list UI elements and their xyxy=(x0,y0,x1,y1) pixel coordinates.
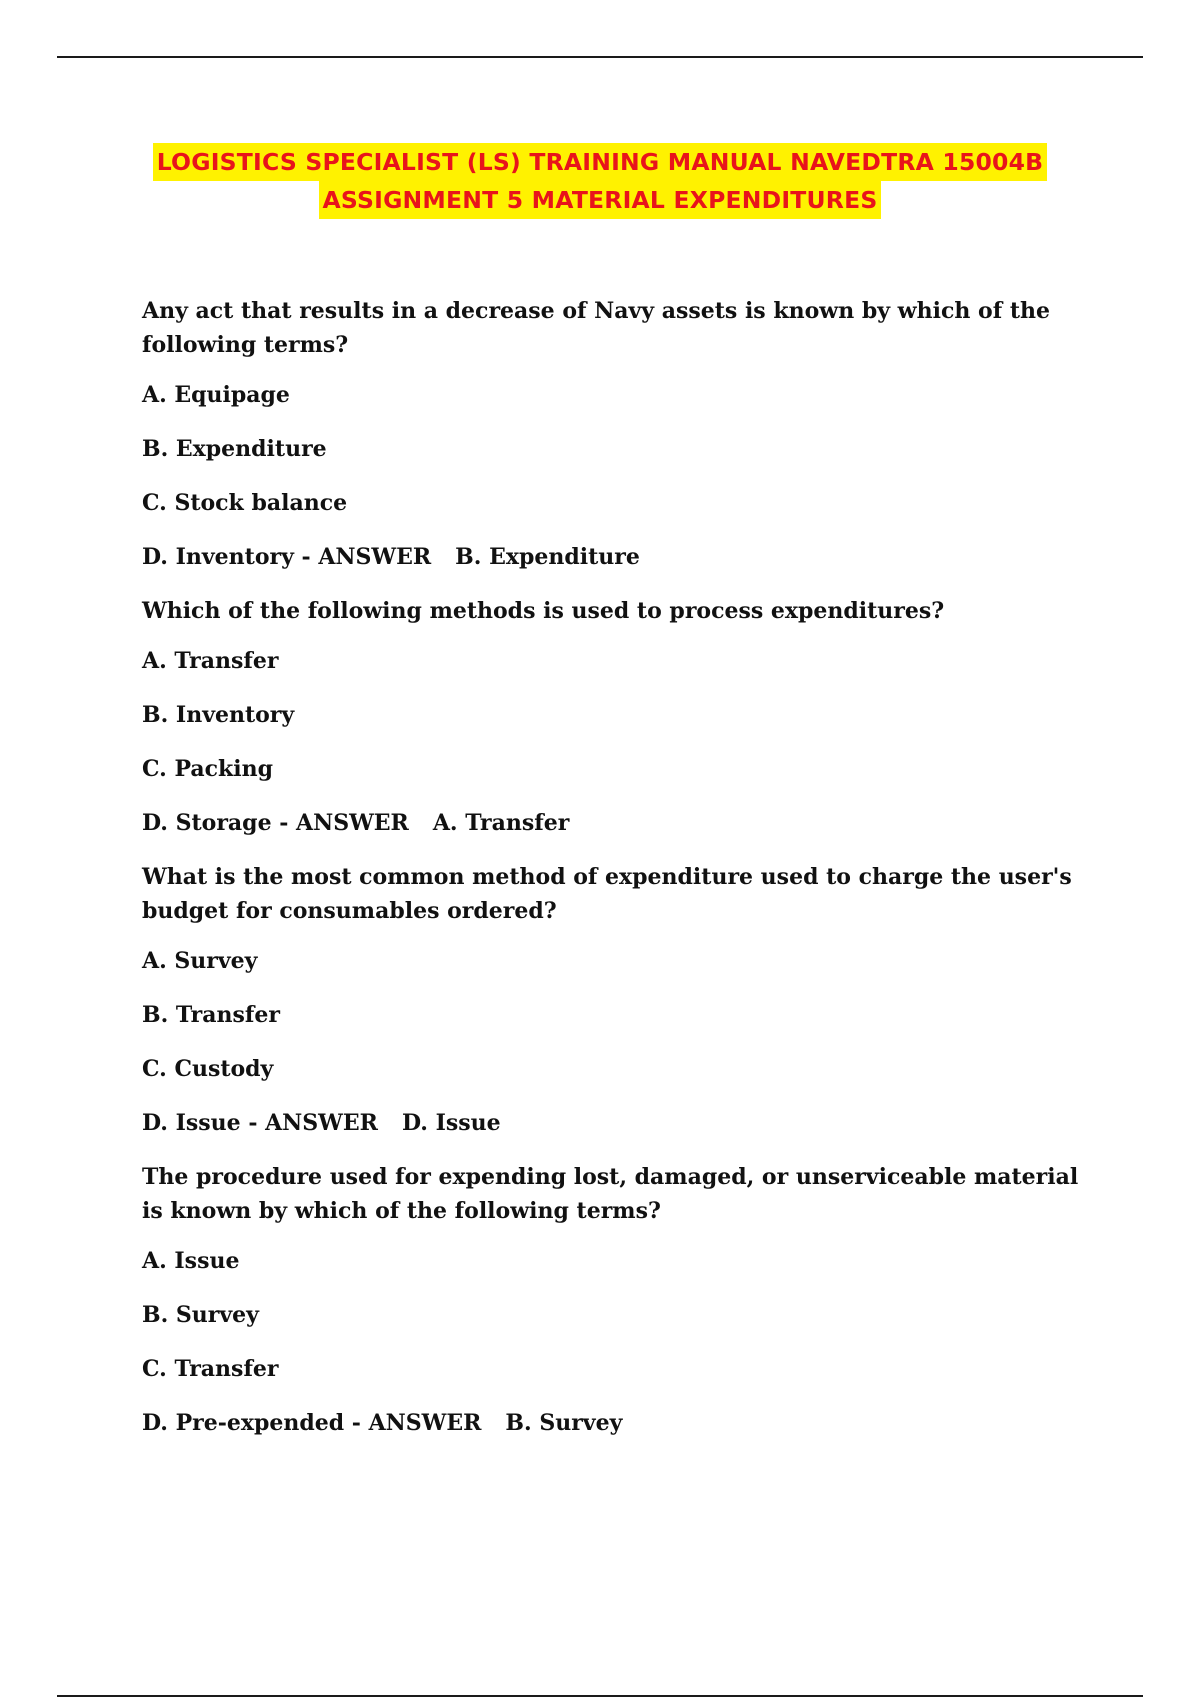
option-b: B. Expenditure xyxy=(142,436,327,462)
answer-text: A. Transfer xyxy=(432,810,570,836)
question-text: Which of the following methods is used to process expenditures? xyxy=(142,598,945,624)
footer-rule xyxy=(57,1695,1143,1697)
question-block xyxy=(142,1160,1092,1440)
option-a: A. Equipage xyxy=(142,382,290,408)
answer-text: B. Expenditure xyxy=(455,544,640,570)
question-block xyxy=(142,594,1092,840)
option-a: A. Issue xyxy=(142,1248,240,1274)
option-d-with-answer xyxy=(142,1106,1092,1140)
option-b: B. Survey xyxy=(142,1302,259,1328)
title-line-1: LOGISTICS SPECIALIST (LS) TRAINING MANUAL NAVEDTRA 15004B xyxy=(153,143,1048,181)
question-text: The procedure used for expending lost, damaged, or unserviceable material is known by which of the following terms? xyxy=(142,1164,1079,1224)
option-b: B. Transfer xyxy=(142,1002,280,1028)
option-d-with-answer xyxy=(142,806,1092,840)
option-d: D. Inventory - ANSWER xyxy=(142,544,432,570)
question-list xyxy=(142,294,1092,1460)
option-a: A. Transfer xyxy=(142,648,279,674)
option-c: C. Stock balance xyxy=(142,490,348,516)
option-d: D. Issue - ANSWER xyxy=(142,1110,378,1136)
option-a: A. Survey xyxy=(142,948,258,974)
option-d: D. Storage - ANSWER xyxy=(142,810,409,836)
option-d-with-answer xyxy=(142,1406,1092,1440)
option-c: C. Custody xyxy=(142,1056,274,1082)
answer-text: D. Issue xyxy=(401,1110,501,1136)
title-line-2: ASSIGNMENT 5 MATERIAL EXPENDITURES xyxy=(319,181,882,219)
question-text: What is the most common method of expenditure used to charge the user's budget for consumables ordered? xyxy=(142,864,1072,924)
question-block xyxy=(142,294,1092,574)
option-d: D. Pre-expended - ANSWER xyxy=(142,1410,482,1436)
option-c: C. Packing xyxy=(142,756,274,782)
document-title xyxy=(0,143,1200,219)
option-b: B. Inventory xyxy=(142,702,295,728)
header-rule xyxy=(57,56,1143,58)
question-text: Any act that results in a decrease of Navy assets is known by which of the following terms? xyxy=(142,298,1050,358)
option-c: C. Transfer xyxy=(142,1356,279,1382)
answer-text: B. Survey xyxy=(505,1410,623,1436)
question-block xyxy=(142,860,1092,1140)
option-d-with-answer xyxy=(142,540,1092,574)
